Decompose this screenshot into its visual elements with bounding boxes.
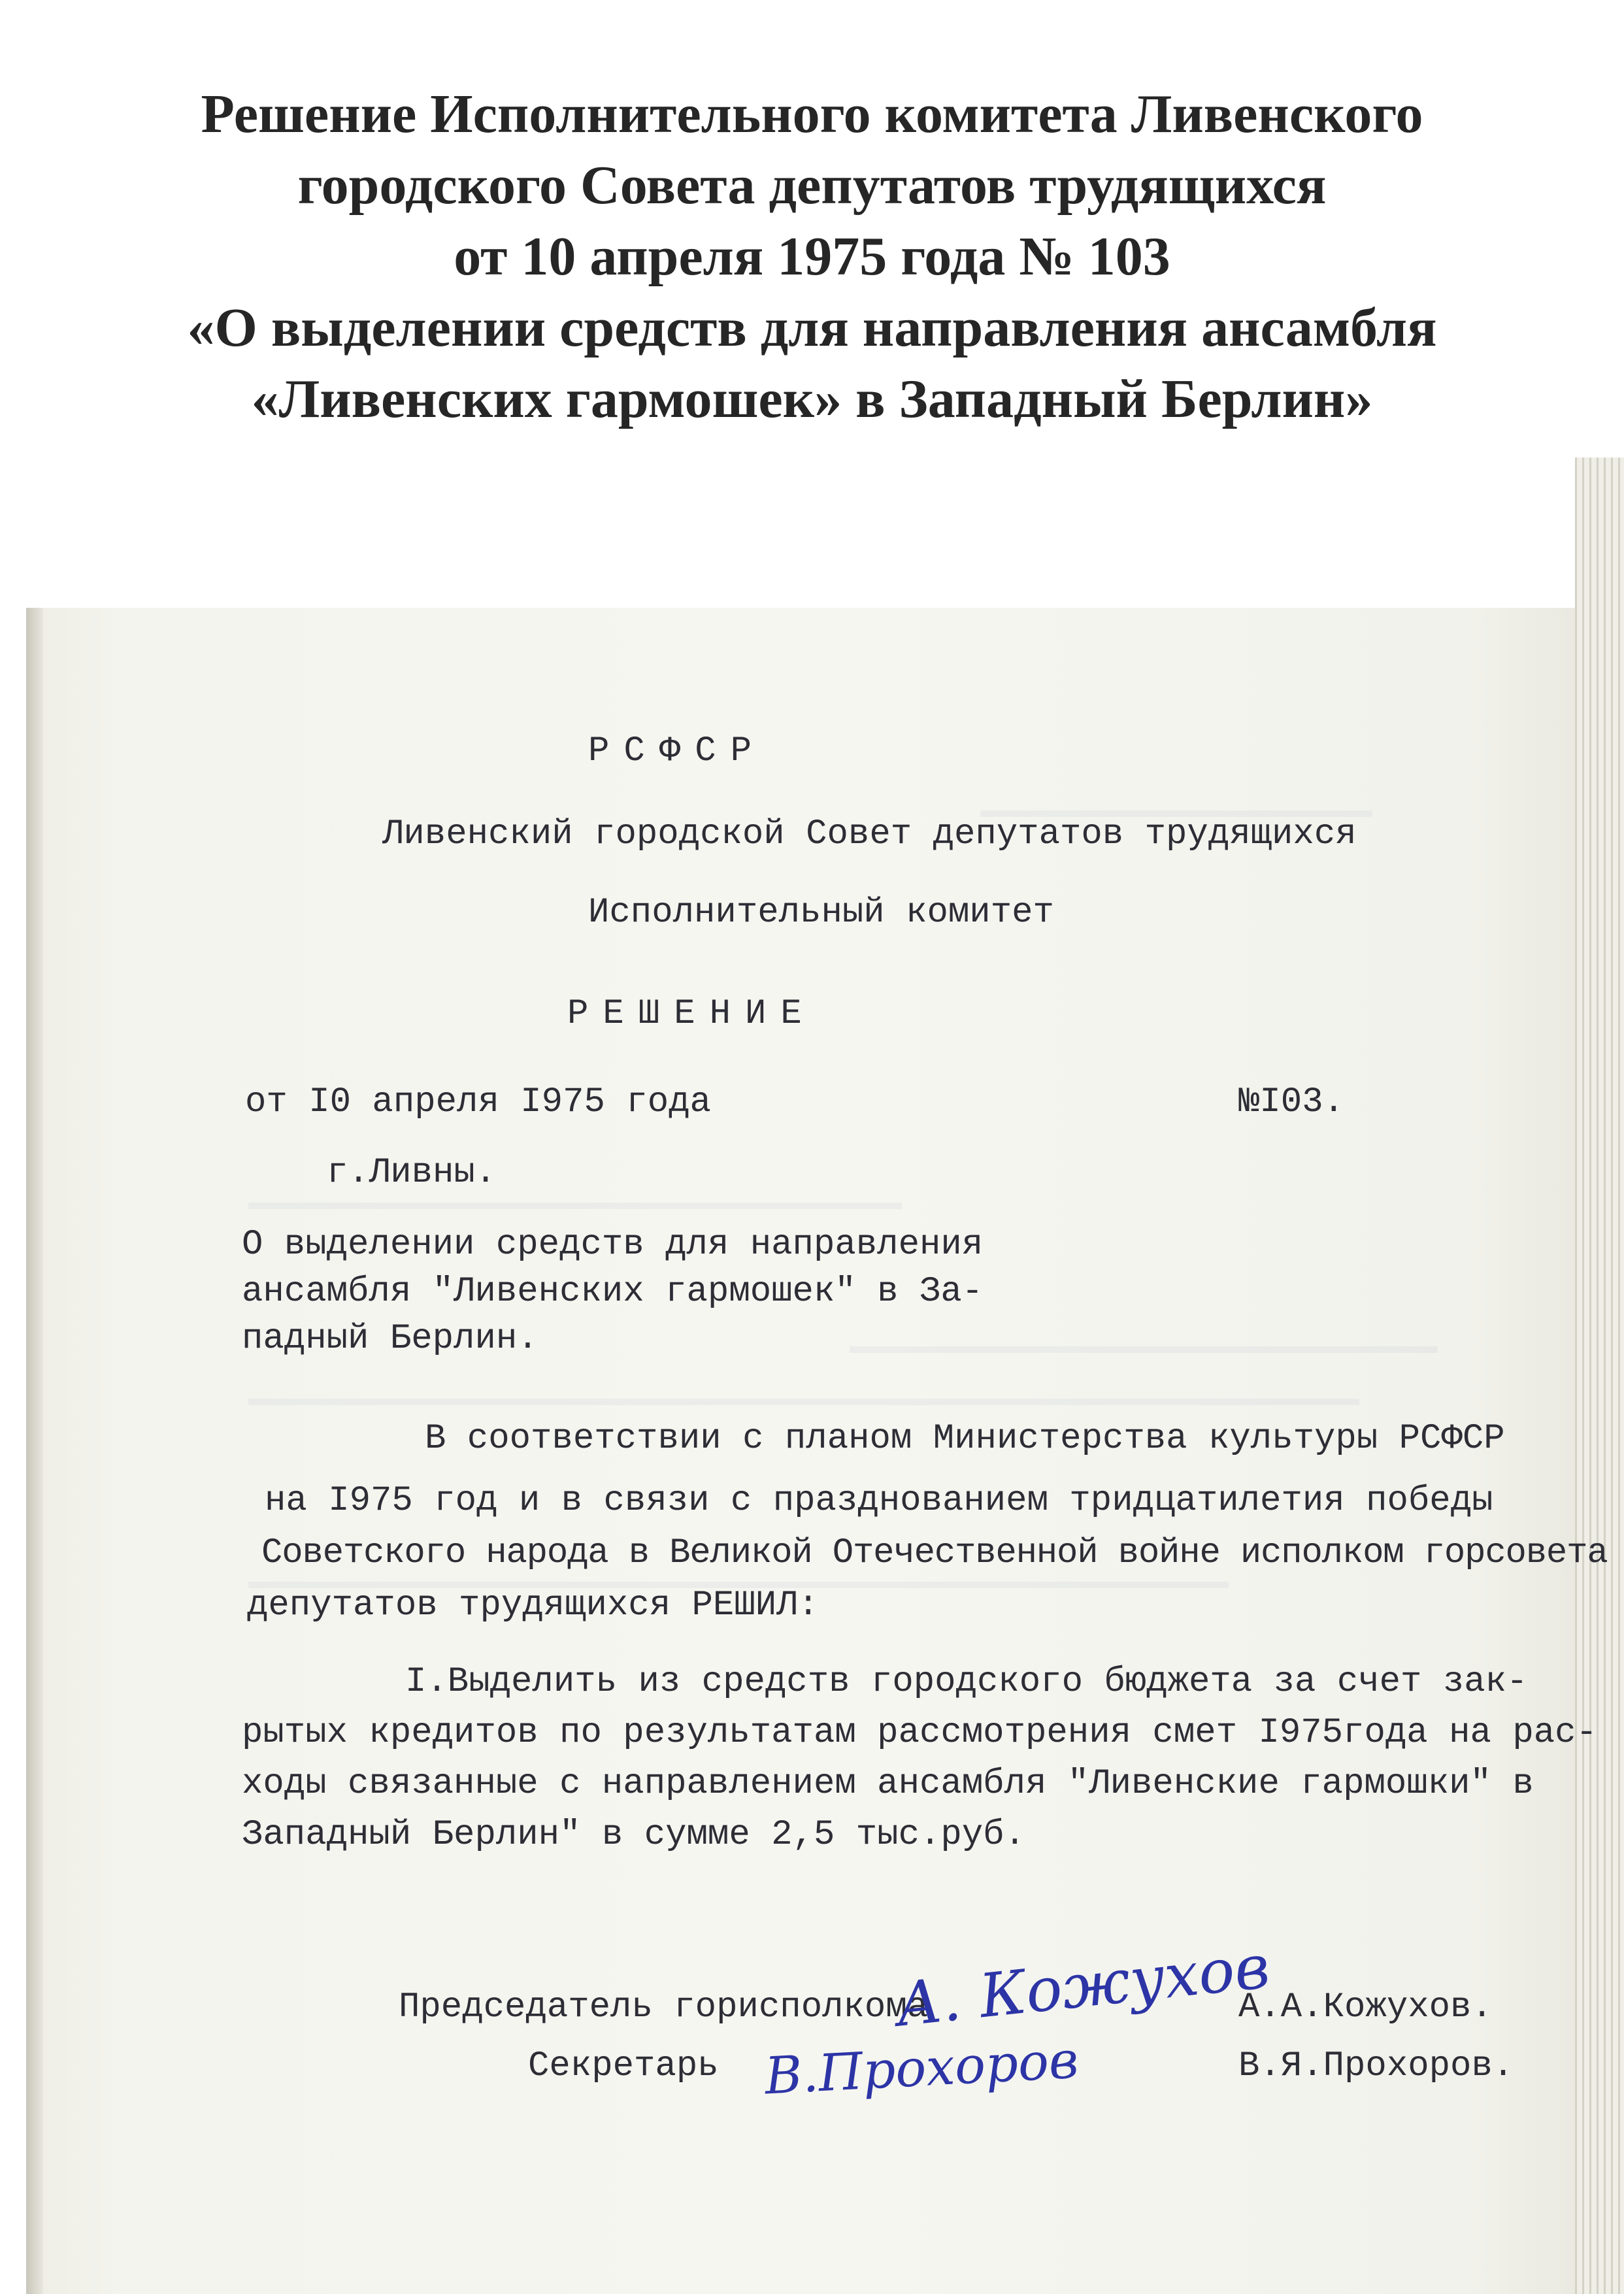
caption-line: «О выделении средств для направления ансамбля — [187, 297, 1437, 358]
document-date: от I0 апреля I975 года — [245, 1082, 711, 1122]
resolution-line: рытых кредитов по результатам рассмотрения смет I975года на рас- — [242, 1713, 1597, 1753]
document-type-heading: РЕШЕНИЕ — [567, 994, 816, 1034]
caption-line: городского Совета депутатов трудящихся — [297, 155, 1327, 216]
document-place: г.Ливны. — [327, 1153, 497, 1193]
resolution-line: ходы связанные с направлением ансамбля "Ливенские гармошки" в — [242, 1764, 1534, 1804]
preamble-line: депутатов трудящихся РЕШИЛ: — [247, 1586, 819, 1625]
caption-line: «Ливенских гармошек» в Западный Берлин» — [251, 369, 1373, 429]
preamble-line: В соответствии с планом Министерства культуры РСФСР — [425, 1419, 1505, 1459]
caption-line: Решение Исполнительного комитета Ливенского — [201, 84, 1423, 144]
bleed-through-text — [248, 1399, 1359, 1405]
secretary-signature: В.Прохоров — [763, 2031, 1080, 2106]
bleed-through-text — [248, 1203, 902, 1209]
chairman-signature: А. Кожухов — [892, 1931, 1273, 2040]
resolution-line: Западный Берлин" в сумме 2,5 тыс.руб. — [242, 1815, 1025, 1855]
chairman-name: А.А.Кожухов. — [1238, 1987, 1493, 2027]
resolution-line: I.Выделить из средств городского бюджета за счет зак- — [405, 1662, 1528, 1702]
republic-heading: РСФСР — [588, 731, 767, 771]
committee-heading: Исполнительный комитет — [588, 893, 1054, 933]
caption-line: от 10 апреля 1975 года № 103 — [454, 226, 1170, 287]
subject-line: ансамбля "Ливенских гармошек" в За- — [242, 1272, 984, 1312]
secretary-role: Секретарь — [528, 2046, 719, 2086]
secretary-name: В.Я.Прохоров. — [1238, 2046, 1514, 2086]
chairman-role: Председатель горисполкома — [399, 1987, 929, 2027]
document-number: №I03. — [1238, 1082, 1345, 1122]
subject-line: падный Берлин. — [242, 1319, 539, 1359]
preamble-line: Советского народа в Великой Отечественной войне исполком горсовета — [261, 1533, 1608, 1573]
council-heading: Ливенский городской Совет депутатов трудящихся — [382, 814, 1357, 854]
sheet-binding-edge — [26, 608, 43, 2294]
stacked-page-edges — [1575, 457, 1624, 2294]
bleed-through-text — [850, 1346, 1438, 1353]
document-caption — [0, 78, 1624, 435]
preamble-line: на I975 год и в связи с празднованием тридцатилетия победы — [265, 1481, 1493, 1521]
subject-line: О выделении средств для направления — [242, 1225, 984, 1265]
